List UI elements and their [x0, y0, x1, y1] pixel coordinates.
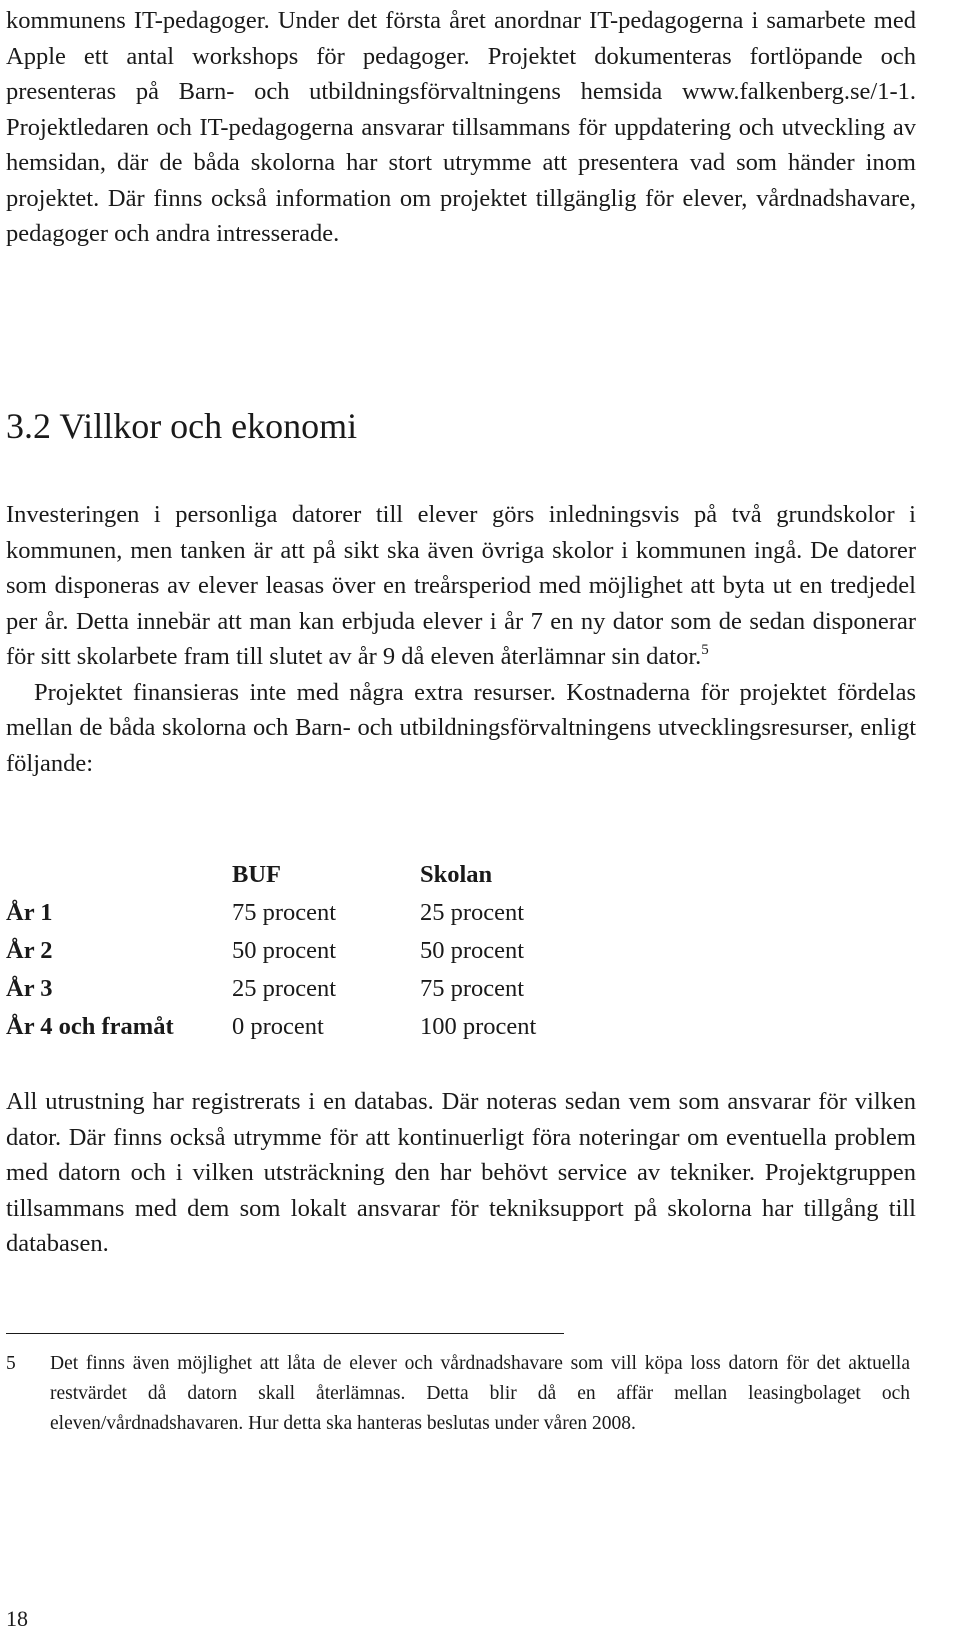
cost-distribution-table — [6, 856, 620, 1046]
section-paragraph-1-text: Investeringen i personliga datorer till elever görs inledningsvis på två grundskolor i kommunen, men tanken är att på sikt ska även övriga skolor i kommunen ingå. De datorer som disponeras av elever leasas över en treårsperiod med möjlighet att byta ut en tredjedel per år. Detta innebär att man kan erbjuda elever i år 7 en ny dator som de sedan disponerar för sitt skolarbete fram till slutet av år 9 då eleven återlämnar sin dator. — [6, 501, 916, 670]
row-buf-value: 50 procent — [232, 937, 337, 964]
table-header-buf: BUF — [232, 861, 281, 888]
row-skolan-value: 25 procent — [420, 899, 525, 926]
row-label: År 2 — [6, 937, 53, 964]
row-buf-value: 0 procent — [232, 1013, 324, 1040]
section-heading: 3.2 Villkor och ekonomi — [6, 406, 358, 446]
row-skolan-value: 75 procent — [420, 975, 525, 1002]
intro-paragraph: kommunens IT-pedagoger. Under det första året anordnar IT-pedagogerna i samarbete med Apple ett antal workshops för pedagoger. Projektet dokumenteras fortlöpande och presenteras på Barn- och utbildningsförvaltningens hemsida www.falkenberg.se/1-1. Projektledaren och IT-pedagogerna ansvarar tillsammans för uppdatering och utveckling av hemsidan, där de båda skolorna har stort utrymme att presentera vad som händer inom projektet. Där finns också information om projektet tillgänglig för elever, vårdnadshavare, pedagoger och andra intresserade. — [6, 7, 916, 247]
row-label: År 3 — [6, 975, 53, 1002]
page-number: 18 — [6, 1606, 28, 1631]
table-header-skolan: Skolan — [420, 861, 493, 888]
closing-paragraph: All utrustning har registrerats i en databas. Där noteras sedan vem som ansvarar för vilken dator. Där finns också utrymme för att kontinuerligt föra noteringar om eventuella problem med datorn och i vilken utsträckning den har behövt service av tekniker. Projektgruppen tillsammans med dem som lokalt ansvarar för tekniksupport på skolorna har tillgång till databasen. — [6, 1088, 916, 1257]
intro-text — [6, 3, 916, 252]
table-row — [6, 894, 620, 932]
footnote — [6, 1349, 910, 1439]
table-header-row — [6, 856, 620, 894]
footnote-number: 5 — [6, 1353, 16, 1374]
table-row — [6, 932, 620, 970]
closing-text — [6, 1084, 916, 1262]
footnote-divider — [6, 1333, 564, 1334]
table-header-empty — [6, 856, 232, 894]
table-row — [6, 970, 620, 1008]
table-row — [6, 1008, 620, 1046]
row-skolan-value: 50 procent — [420, 937, 525, 964]
footnote-reference: 5 — [701, 642, 709, 658]
row-label: År 4 och framåt — [6, 1013, 174, 1040]
section-body — [6, 497, 916, 781]
row-buf-value: 25 procent — [232, 975, 337, 1002]
row-skolan-value: 100 procent — [420, 1013, 537, 1040]
row-label: År 1 — [6, 899, 53, 926]
section-paragraph-2: Projektet finansieras inte med några extra resurser. Kostnaderna för projektet fördelas mellan de båda skolorna och Barn- och utbildningsförvaltningens utvecklingsresurser, enligt följande: — [6, 678, 916, 777]
section-paragraph-1 — [6, 497, 916, 675]
footnote-text: Det finns även möjlighet att låta de elever och vårdnadshavare som vill köpa loss datorn för det aktuella restvärdet då datorn skall återlämnas. Detta blir då en affär mellan leasingbolaget och eleven/vårdnadshavaren. Hur detta ska hanteras beslutas under våren 2008. — [50, 1353, 910, 1434]
row-buf-value: 75 procent — [232, 899, 337, 926]
